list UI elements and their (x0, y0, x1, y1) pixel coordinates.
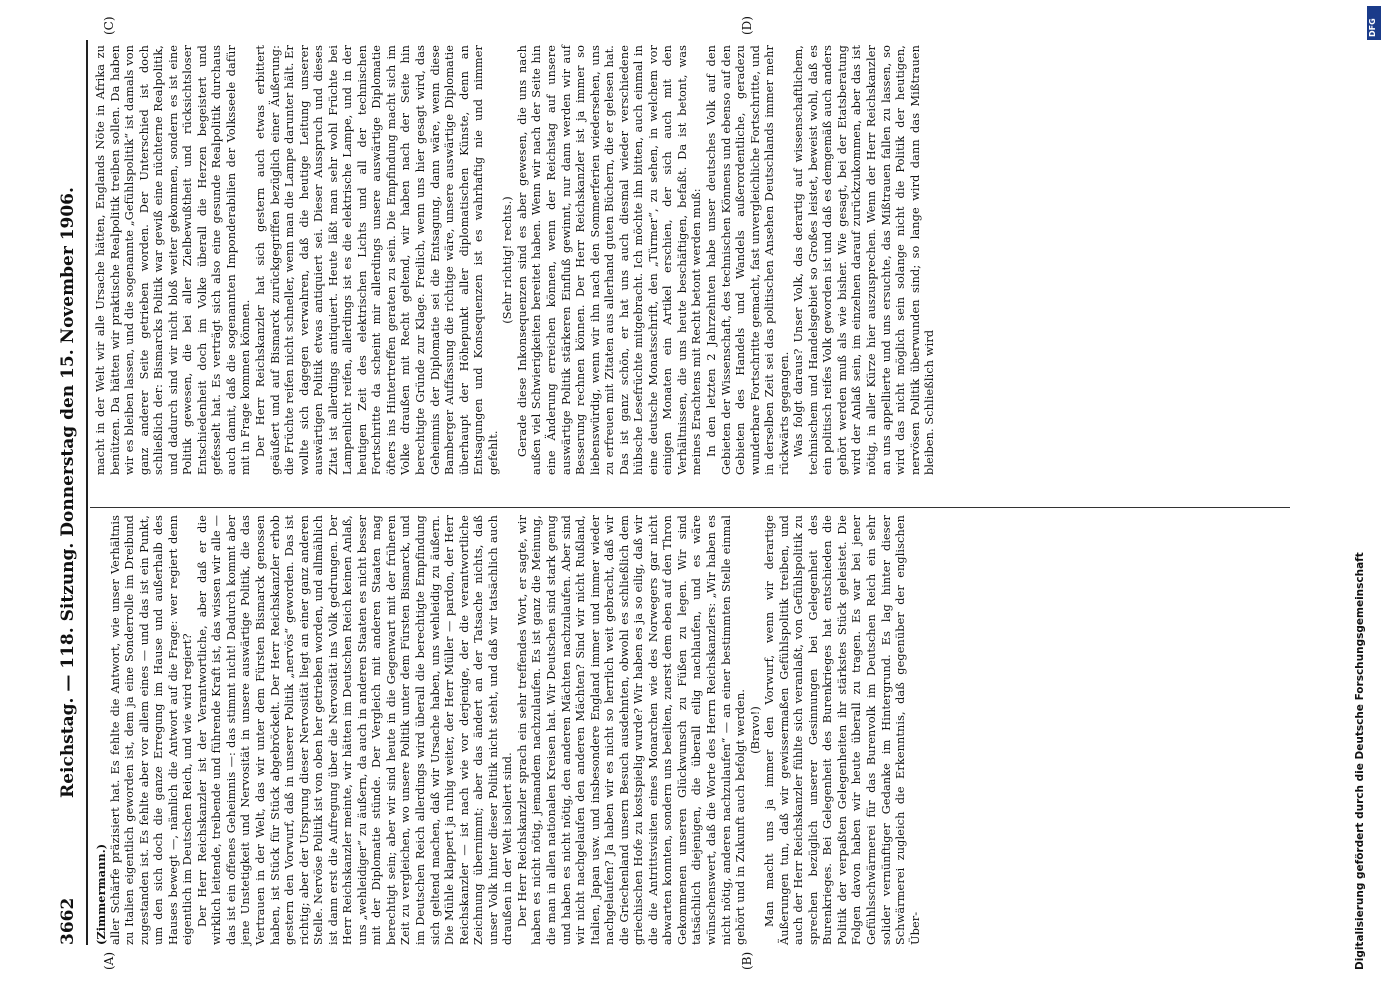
right-text-column (94, 45, 938, 475)
paragraph: Der Herr Reichskanzler hat sich gestern auch etwas erbittert geäußert und auf Bismarck zurückgegriffen bezüglich einer Äußerung: die Früchte reifen nicht schneller, wenn man die Lampe darunter hält. Er wollte sich dagegen verwahren, daß die heutige Leitung unserer auswärtigen Politik etwas antiquiert sei. Dieser Ausspruch und dieses Zitat ist allerdings antiquiert. Heute läßt man sehr wohl Früchte bei Lampenlicht reifen, allerdings ist es die elektrische Lampe, und in der heutigen Zeit des elektrischen Lichts und all der technischen Fortschritte da scheint mir allerdings unsere auswärtige Diplomatie öfters ins Hintertreffen geraten zu sein. Die Empfindung macht sich im Volke draußen mit Recht geltend, wir haben nach der Seite hin berechtigte Gründe zur Klage. Freilich, wenn uns hier gesagt wird, das Geheimnis der Diplomatie sei die Entsagung, dann wäre, wenn diese Bamberger Auffassung die richtige wäre, unsere auswärtige Diplomatie überhaupt der Höhepunkt aller diplomatischen Künste, denn an Entsagungen und Konsequenzen ist es wahrhaftig nie und nimmer gefehlt. (254, 45, 500, 475)
paragraph: Der Herr Reichskanzler sprach ein sehr treffendes Wort, er sagte, wir haben es nicht nötig, jemandem nachzulaufen. Es ist ganz die Meinung, die man in allen nationalen Kreisen hat. Wir Deutschen sind stark genug und haben es nicht nötig, den anderen Mächten nachzulaufen. Aber sind wir nicht nachgelaufen den anderen Mächten? Sind wir nicht Rußland, Italien, Japan usw. und insbesondere England immer und immer wieder nachgelaufen? Ja haben wir es nicht so herrlich weit gebracht, daß wir die Griechenland unsern Besuch ausdehnten, obwohl es schließlich dem griechischen Hofe zu kostspielig wurde? Wir haben es ja so eilig, daß wir die die Antrittsvisiten eines Monarchen wie des Norwegers gar nicht abwarten konnten, sondern uns beeilten, zuerst dem eben auf den Thron Gekommenen unseren Glückwunsch zu Füßen zu legen. Wir sind tatsächlich diejenigen, die überall eilig nachlaufen, und es wäre wünschenswert, daß die Worte des Herrn Reichskanzlers: „Wir haben es nicht nötig, anderen nachzulaufen“ — an einer bestimmten Stelle einmal gehört und in Zukunft auch befolgt werden. (515, 515, 748, 945)
dfg-logo-text: DFG (1368, 18, 1377, 37)
paragraph: Was folgt daraus? Unser Volk, das derartig auf wissenschaftlichem, technischem und Handelsgebiet so Großes leistet, beweist wohl, daß es ein politisch reifes Volk geworden ist und daß es demgemäß auch anders gehört werden muß als wie bisher. Wie gesagt, bei der Etatsberatung wird der Anlaß sein, im einzelnen darauf zurückzukommen, aber das ist nötig, in aller Kürze hier auszusprechen. Wenn der Herr Reichskanzler an uns appellierte und uns ersuchte, das Mißtrauen fallen zu lassen, so wird das nicht möglich sein solange nicht die Politik der heutigen, nervösen Politik überwunden sind; so lange wird dann das Mißtrauen bleiben. Schließlich wird (792, 45, 937, 475)
margin-marker-c: (C) (102, 16, 116, 35)
margin-marker-b: (B) (740, 951, 754, 970)
rotated-page-content (40, 0, 1320, 1000)
footer-text: Digitalisierung gefördert durch die Deutsche Forschungsgemeinschaft (1354, 552, 1366, 970)
header-title: Reichstag. — 118. Sitzung. Donnerstag den 15. November 1906. (58, 187, 78, 798)
page-number: 3662 (58, 897, 78, 945)
dfg-logo (1367, 6, 1381, 40)
paragraph: Gerade diese Inkonsequenzen sind es aber gewesen, die uns nach außen viel Schwierigkeiten bereitet haben. Wenn wir nach der Seite hin eine Änderung erreichen können, wenn der Reichstag auf unsere auswärtige Politik stärkeren Einfluß gewinnt, nur dann werden wir auf Besserung rechnen können. Der Herr Reichskanzler ist ja immer so liebenswürdig, wenn wir ihn nach den Sommerferien wiedersehen, uns zu erfreuen mit Zitaten aus allerhand guten Büchern, die er gelesen hat. Das ist ganz schön, er hat uns auch diesmal wieder verschiedene hübsche Lesefrüchte mitgebracht. Ich möchte ihn bitten, auch einmal in eine deutsche Monatsschrift, den „Türmer“, zu sehen, in welchem vor einigen Monaten ein Artikel erschien, der sich auch mit den Verhältnissen, die uns heute beschäftigen, befaßt. Da ist betont, was meines Erachtens mit Recht betont werden muß: (515, 45, 704, 475)
margin-marker-a: (A) (102, 951, 116, 970)
paragraph: In den letzten 2 Jahrzehnten habe unser deutsches Volk auf den Gebieten der Wissenschaft, des technischen Könnens und ebenso auf den Gebieten des Handels und Wandels außerordentliche, geradezu wunderbare Fortschritte gemacht, fast unvergleichliche Fortschritte, und in derselben Zeit sei das politischen Ansehen Deutschlands immer mehr rückwärts gegangen. (704, 45, 791, 475)
digitization-footer (1352, 10, 1378, 990)
paragraph: Man macht uns ja immer den Vorwurf, wenn wir derartige Äußerungen tun, daß wir gewissermaßen Gefühlspolitik treiben, und auch der Herr Reichskanzler fühlte sich veranlaßt, von Gefühlspolitik zu sprechen bezüglich unserer Gesinnungen bei Gelegenheit des Burenkrieges. Bei Gelegenheit des Burenkrieges hat entschieden die Politik der verpaßten Gelegenheiten ihr stärkstes Stück geleistet. Die Folgen davon haben wir heute überall zu tragen. Es war bei jener Gefühlsschwärmerei für das Burenvolk im Deutschen Reich ein sehr solider vernünftiger Gedanke im Hintergrund. Es lag hinter dieser Schwärmerei zugleich die Erkenntnis, daß gegenüber der englischen Über- (763, 515, 922, 945)
interjection: (Sehr richtig! rechts.) (501, 196, 515, 324)
column-divider (90, 507, 1290, 508)
paragraph: macht in der Welt wir alle Ursache hätten, Englands Nöte in Afrika zu benützen. Da hätten wir praktische Realpolitik treiben sollen. Da haben wir es bleiben lassen, und die sogenannte „Gefühlspolitik“ ist damals von ganz anderer Seite getrieben worden. Der Unterschied ist doch schließlich der: Bismarcks Politik war gewiß eine nüchterne Realpolitik, und dadurch sind wir nicht bloß weiter gekommen, sondern es ist eine Politik gewesen, die bei aller Zielbewußtheit und rücksichtsloser Entschiedenheit doch im Volke überall die Herzen begeistert und gefesselt hat. Es verträgt sich also eine gesunde Realpolitik durchaus auch damit, daß die sogenannten Imponderabilien der Volksseele dafür mit in Frage kommen können. (94, 45, 253, 475)
header-rule (86, 40, 88, 945)
paragraph: Der Herr Reichskanzler ist der Verantwortliche, aber daß er die wirklich leitende, treibende und führende Kraft ist, das wissen wir alle — das ist ein offenes Geheimnis —: das stimmt nicht! Dadurch kommt aber jene Unstetigkeit und Nervosität in unsere auswärtige Politik, die das Vertrauen in der Welt, das wir unter dem Fürsten Bismarck genossen haben, ist Stück für Stück abgebröckelt. Der Herr Reichskanzler erhob gestern den Vorwurf, daß in unserer Politik „nervös“ geworden. Das ist richtig; aber der Ursprung dieser Nervosität liegt an einer ganz anderen Stelle. Nervöse Politik ist von oben her getrieben worden, und allmählich ist dann erst die Aufregung über die Nervosität ins Volk gedrungen. Der Herr Reichskanzler meinte, wir hätten im Deutschen Reich keinen Anlaß, uns „wehleidiger“ zu äußern, da auch in anderen Staaten es nicht besser mit der Diplomatie stünde. Der Vergleich mit anderen Staaten mag berechtigt sein; aber wir sind heute in die Gegenwart mit der früheren Zeit zu vergleichen, wo unsere Politik unter dem Fürsten Bismarck, und im Deutschen Reich allerdings wird überall die berechtigte Empfindung sich geltend machen, daß wir Ursache haben, uns wehleidig zu äußern. Die Mühle klappert ja ruhig weiter, der Herr Müller — pardon, der Herr Reichskanzler — ist nach wie vor derjenige, der die verantwortliche Zeichnung übernimmt; aber das ändert an der Tatsache nichts, daß unser Volk hinter dieser Politik nicht steht, und daß wir tatsächlich auch draußen in der Welt isoliert sind. (195, 515, 515, 945)
left-text-column (94, 515, 923, 945)
paragraph: aller Schärfe präzisiert hat. Es fehlte die Antwort, wie unser Verhältnis zu Italien eigentlich geworden ist, dem ja eine Sonderrolle im Dreibund zugestanden ist. Es fehlte aber vor allem eines — und das ist ein Punkt, um den sich doch die ganze Erregung im Hause und außerhalb des Hauses bewegt —, nämlich die Antwort auf die Frage: wer regiert denn eigentlich im Deutschen Reich, und wie wird regiert? (108, 515, 195, 945)
margin-marker-d: (D) (740, 16, 754, 35)
page-header (58, 40, 84, 945)
interjection: (Bravo!) (748, 706, 762, 754)
speaker-name: (Zimmermann.) (94, 843, 108, 945)
